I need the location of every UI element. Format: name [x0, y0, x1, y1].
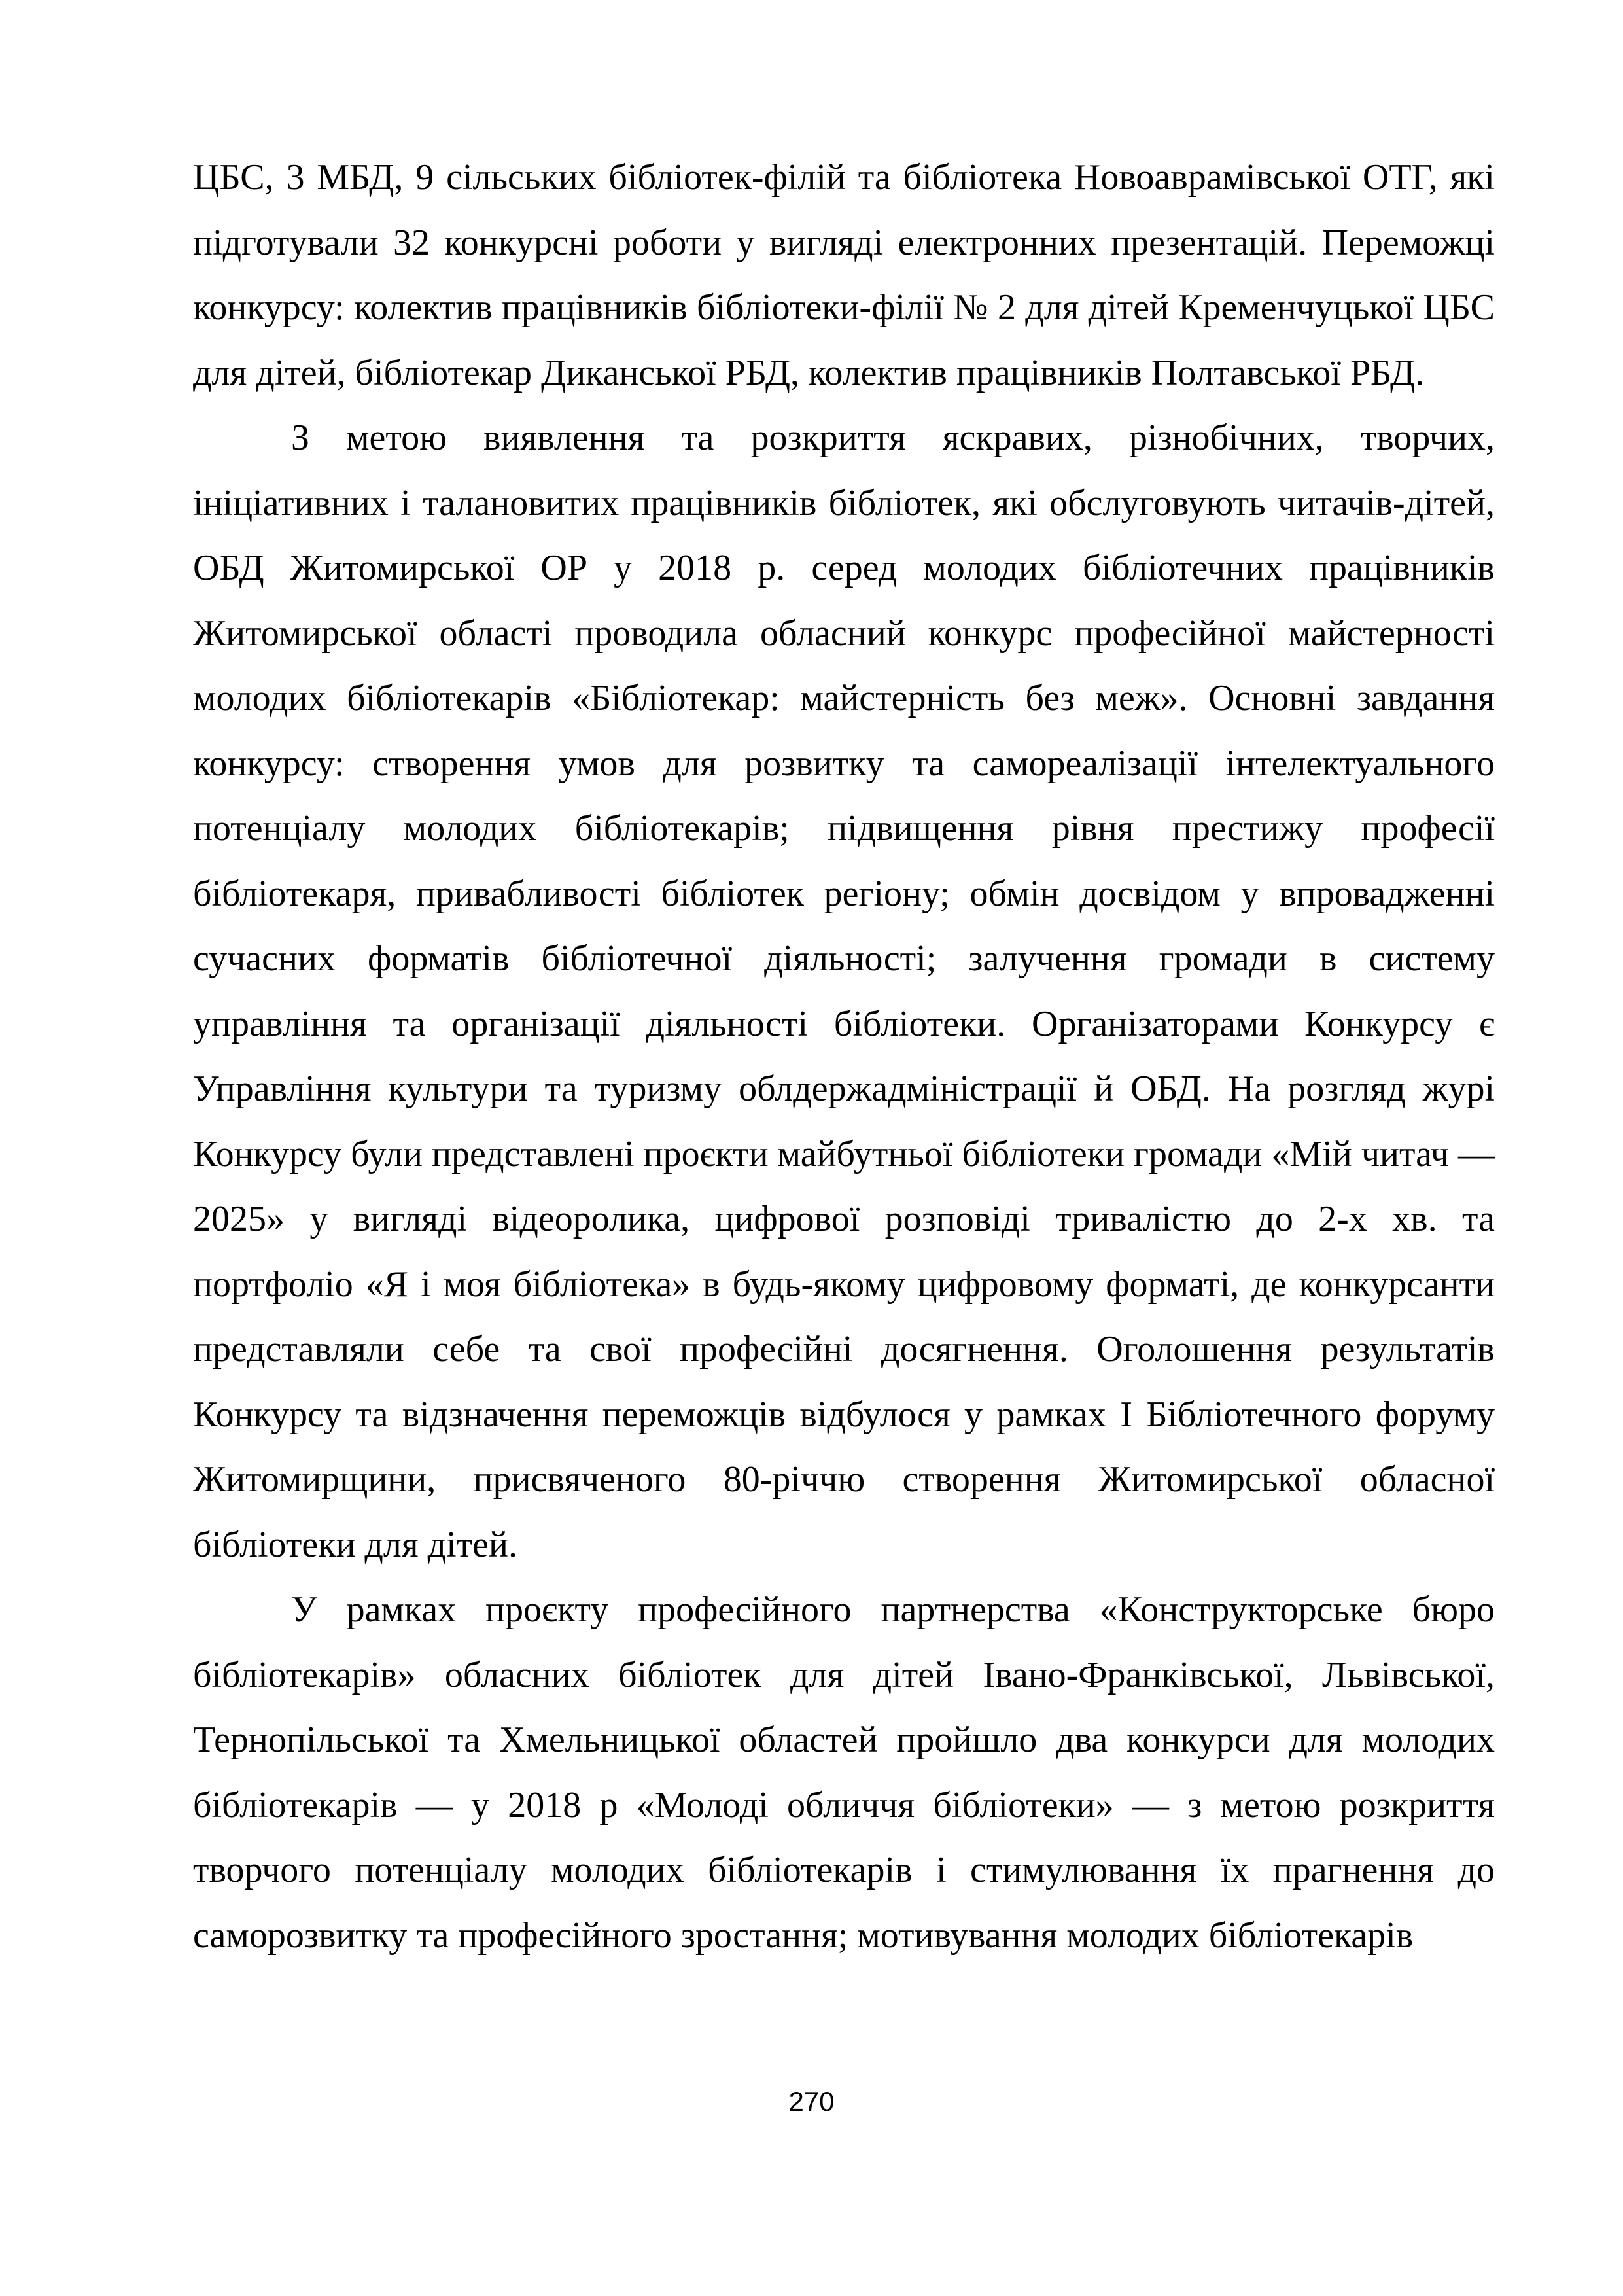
paragraph-1: ЦБС, 3 МБД, 9 сільських бібліотек-філій та бібліотека Новоаврамівської ОТГ, які підготували 32 конкурсні роботи у вигляді електронних презентацій. Переможці конкурсу: колектив працівників бібліотеки-філії № 2 для дітей Кременчуцької ЦБС для дітей, бібліотекар Диканської РБД, колектив працівників Полтавської РБД. [193, 157, 1495, 393]
paragraph-2: З метою виявлення та розкриття яскравих, різнобічних, творчих, ініціативних і талановитих працівників бібліотек, які обслуговують читачів-дітей, ОБД Житомирської ОР у 2018 р. серед молодих бібліотечних працівників Житомирської області проводила обласний конкурс професійної майстерності молодих бібліотекарів «Бібліотекар: майстерність без меж». Основні завдання конкурсу: створення умов для розвитку та самореалізації інтелектуального потенціалу молодих бібліотекарів; підвищення рівня престижу професії бібліотекаря, привабливості бібліотек регіону; обмін досвідом у впровадженні сучасних форматів бібліотечної діяльності; залучення громади в систему управління та організації діяльності бібліотеки. Організаторами Конкурсу є Управління культури та туризму облдержадміністрації й ОБД. На розгляд журі Конкурсу були представлені проєкти майбутньої бібліотеки громади «Мій читач — 2025» у вигляді відеоролика, цифрової розповіді тривалістю до 2-х хв. та портфоліо «Я і моя бібліотека» в будь-якому цифровому форматі, де конкурсанти представляли себе та свої професійні досягнення. Оголошення результатів Конкурсу та відзначення переможців відбулося у рамках І Бібліотечного форуму Житомирщини, присвяченого 80-річчю створення Житомирської обласної бібліотеки для дітей. [193, 417, 1495, 1565]
body-text [193, 145, 1495, 1968]
page-number: 270 [788, 2086, 835, 2117]
paragraph-3: У рамках проєкту професійного партнерства «Конструкторське бюро бібліотекарів» обласних бібліотек для дітей Івано-Франківської, Львівської, Тернопільської та Хмельницької областей пройшло два конкурси для молодих бібліотекарів — у 2018 р «Молоді обличчя бібліотеки» — з метою розкриття творчого потенціалу молодих бібліотекарів і стимулювання їх прагнення до саморозвитку та професійного зростання; мотивування молодих бібліотекарів [193, 1589, 1495, 1956]
